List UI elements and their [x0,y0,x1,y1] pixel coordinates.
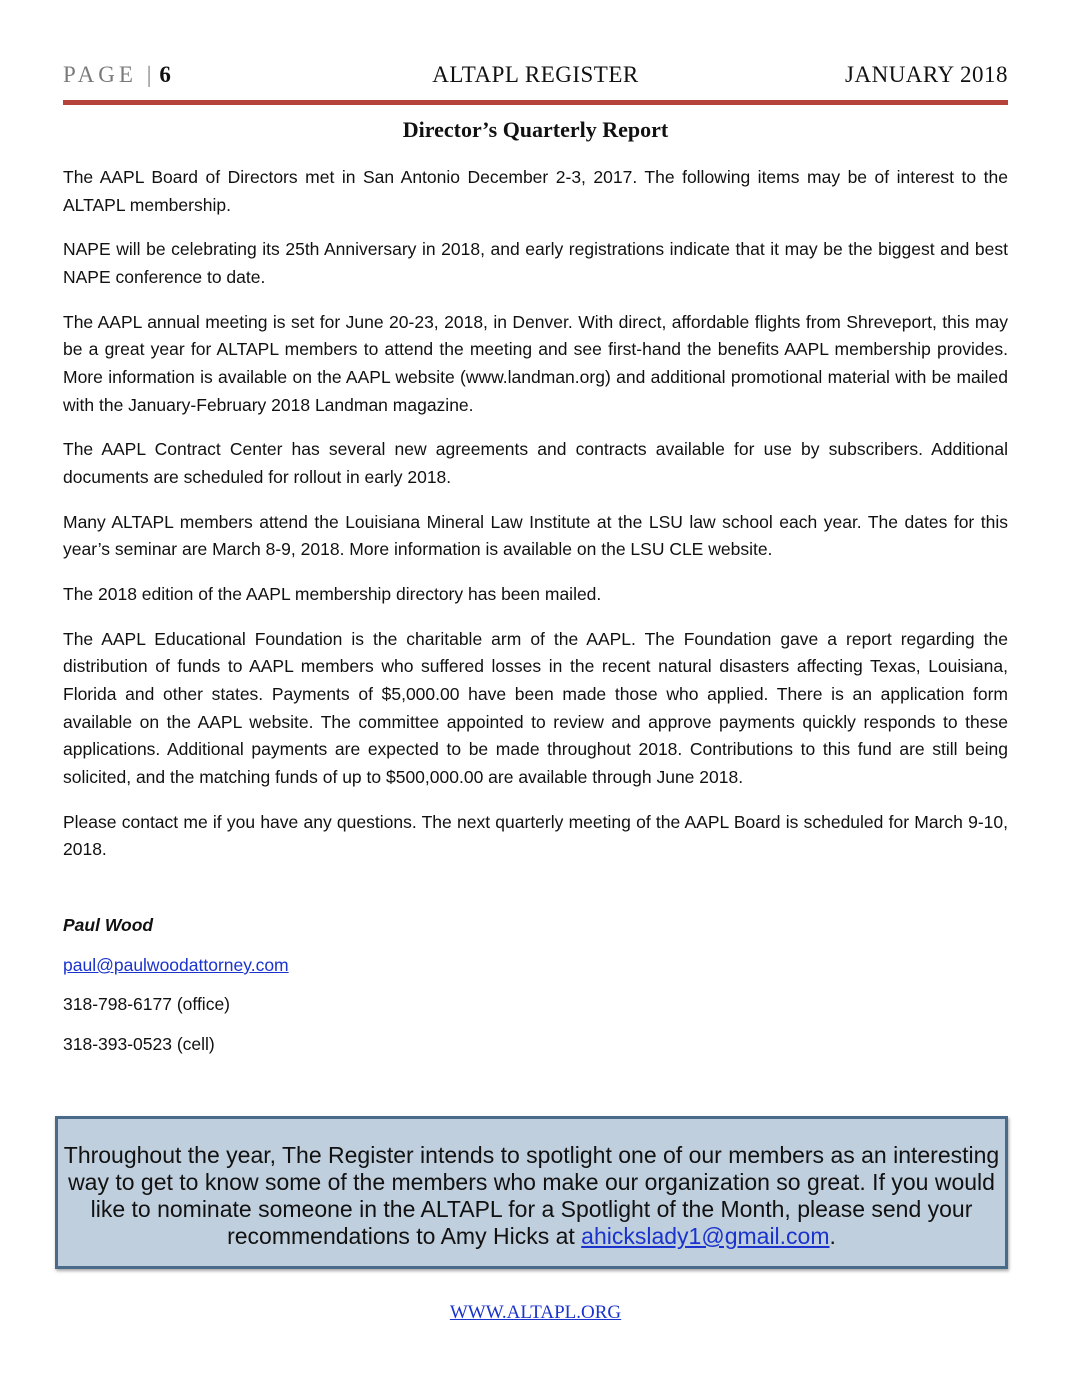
paragraph: The 2018 edition of the AAPL membership directory has been mailed. [63,584,602,605]
cell-phone: 318-393-0523 (cell) [63,1034,215,1054]
website-link[interactable]: WWW.ALTAPL.ORG [449,1302,622,1323]
spotlight-text: Throughout the year, The Register intends to spotlight one of our members as an interesting way to get to know some of the members who make our organization so great. If you would like to nominate someone in the ALTAPL for a Spotlight of the Month, please send your recommendations to Amy Hicks at [63,1142,1000,1249]
paragraph: The AAPL Board of Directors met in San Antonio December 2-3, 2017. The following items may be of interest to the ALTAPL membership. [63,167,1008,215]
issue-date: JANUARY 2018 [845,62,1008,87]
paragraph: NAPE will be celebrating its 25th Anniversary in 2018, and early registrations indicate that it may be the biggest and best NAPE conference to date. [63,239,1008,287]
paragraph: The AAPL Educational Foundation is the charitable arm of the AAPL. The Foundation gave a report regarding the distribution of funds to AAPL members who suffered losses in the recent natural disasters affecting Texas, Louisiana, Florida and other states. Payments of $5,000.00 have been made those who applied. There is an application form available on the AAPL website. The committee appointed to review and approve payments quickly responds to these applications. Additional payments are expected to be made throughout 2018. Contributions to this fund are still being solicited, and the matching funds of up to $500,000.00 are available through June 2018. [63,628,1008,787]
paragraph: Many ALTAPL members attend the Louisiana Mineral Law Institute at the LSU law school each year. The dates for this year’s seminar are March 8-9, 2018. More information is available on the LSU CLE website. [63,511,1008,560]
page-label: PAGE | 6 [63,62,171,87]
spotlight-callout [55,1116,1008,1269]
report-title: Director’s Quarterly Report [402,117,669,142]
signature-name: Paul Wood [63,915,154,935]
signature-email-link[interactable]: paul@paulwoodattorney.com [63,955,289,975]
paragraph: Please contact me if you have any questions. The next quarterly meeting of the AAPL Board is scheduled for March 9-10, 2018. [63,811,1008,860]
paragraph: The AAPL annual meeting is set for June 20-23, 2018, in Denver. With direct, affordable flights from Shreveport, this may be a great year for ALTAPL members to attend the meeting and see first-hand the benefits AAPL membership provides. More information is available on the AAPL website (www.landman.org) and additional promotional material with be mailed with the January-February 2018 Landman magazine. [63,311,1008,415]
header-rule [63,100,1008,105]
paragraph: The AAPL Contract Center has several new agreements and contracts available for use by subscribers. Additional documents are scheduled for rollout in early 2018. [63,439,1008,487]
publication-title: ALTAPL REGISTER [432,62,639,87]
page-number: 6 [159,62,171,87]
page-header [63,62,1008,96]
office-phone: 318-798-6177 (office) [63,994,231,1014]
spotlight-email-link[interactable]: ahickslady1@gmail.com [581,1223,830,1249]
spotlight-end: . [829,1223,836,1249]
report-body [63,164,1008,881]
